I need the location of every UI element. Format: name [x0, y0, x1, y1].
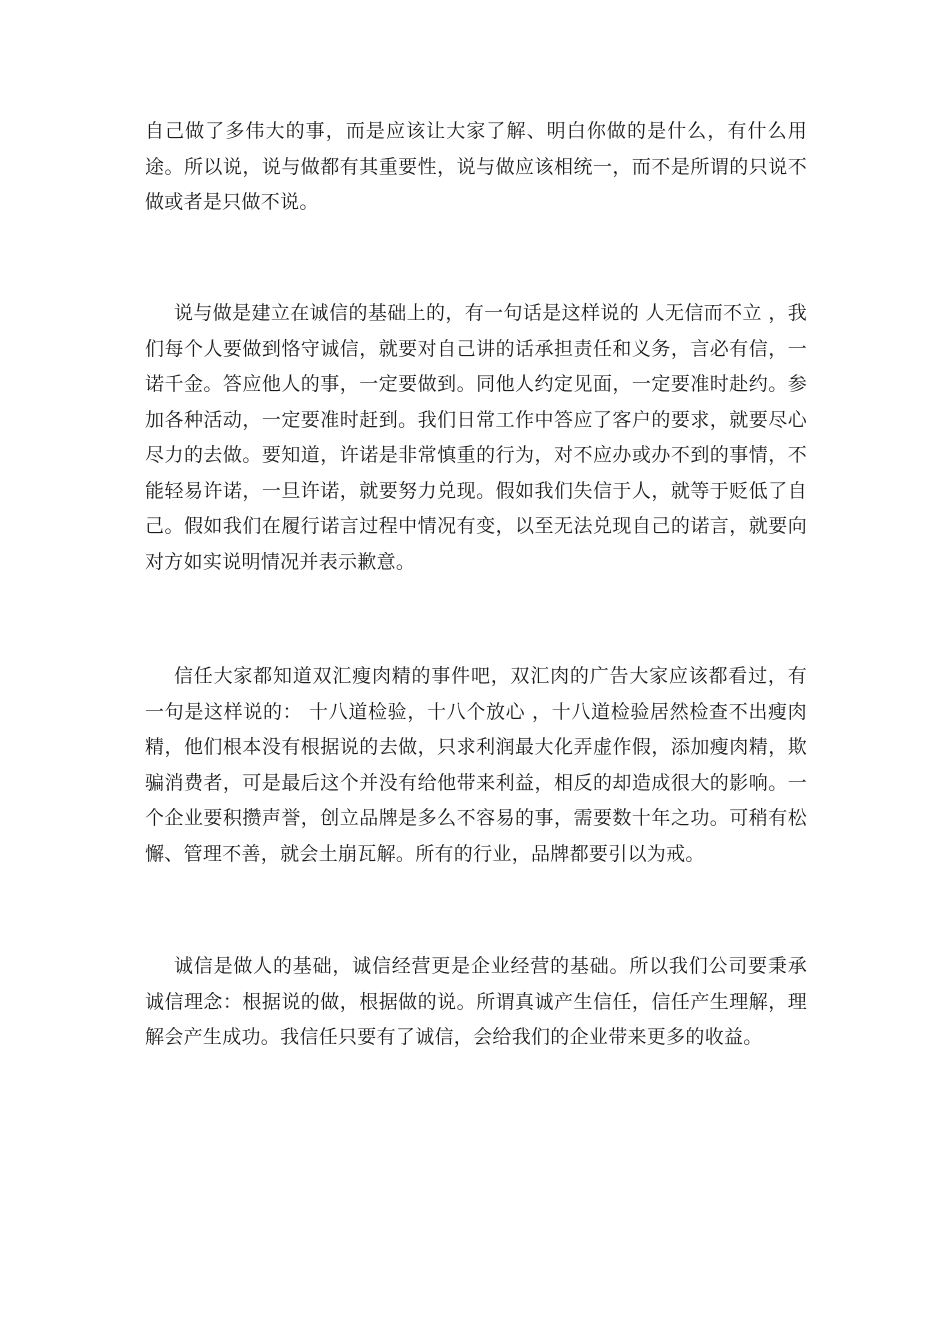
paragraph-continuation: 自己做了多伟大的事，而是应该让大家了解、明白你做的是什么，有什么用途。所以说，说与做都有其重要性，说与做应该相统一，而不是所谓的只说不做或者是只做不说。 — [145, 120, 807, 213]
paragraph-shuanghui-example: 信任大家都知道双汇瘦肉精的事件吧，双汇肉的广告大家应该都看过，有一句是这样说的： 十八道检验，十八个放心 ，十八道检验居然检查不出瘦肉精，他们根本没有根据说的去做，只求利润最大化弄虚作假，添加瘦肉精，欺骗消费者，可是最后这个并没有给他带来利益，相反的却造成很大的影响。一个企业要积攒声誉，创立品牌是多么不容易的事，需要数十年之功。可稍有松懈、管理不善，就会土崩瓦解。所有的行业，品牌都要引以为戒。 — [145, 665, 807, 865]
paragraph-speech-and-action: 说与做是建立在诚信的基础上的，有一句话是这样说的 人无信而不立 ，我们每个人要做到恪守诚信，就要对自己讲的话承担责任和义务，言必有信，一诺千金。答应他人的事，一定要做到。同他人约定见面，一定要准时赴约。参加各种活动，一定要准时赶到。我们日常工作中答应了客户的要求，就要尽心尽力的去做。要知道，许诺是非常慎重的行为，对不应办或办不到的事情，不能轻易许诺，一旦许诺，就要努力兑现。假如我们失信于人，就等于贬低了自己。假如我们在履行诺言过程中情况有变，以至无法兑现自己的诺言，就要向对方如实说明情况并表示歉意。 — [145, 302, 807, 573]
paragraph-integrity-conclusion: 诚信是做人的基础，诚信经营更是企业经营的基础。所以我们公司要秉承诚信理念：根据说的做，根据做的说。所谓真诚产生信任，信任产生理解，理解会产生成功。我信任只要有了诚信，会给我们的企业带来更多的收益。 — [145, 955, 807, 1048]
